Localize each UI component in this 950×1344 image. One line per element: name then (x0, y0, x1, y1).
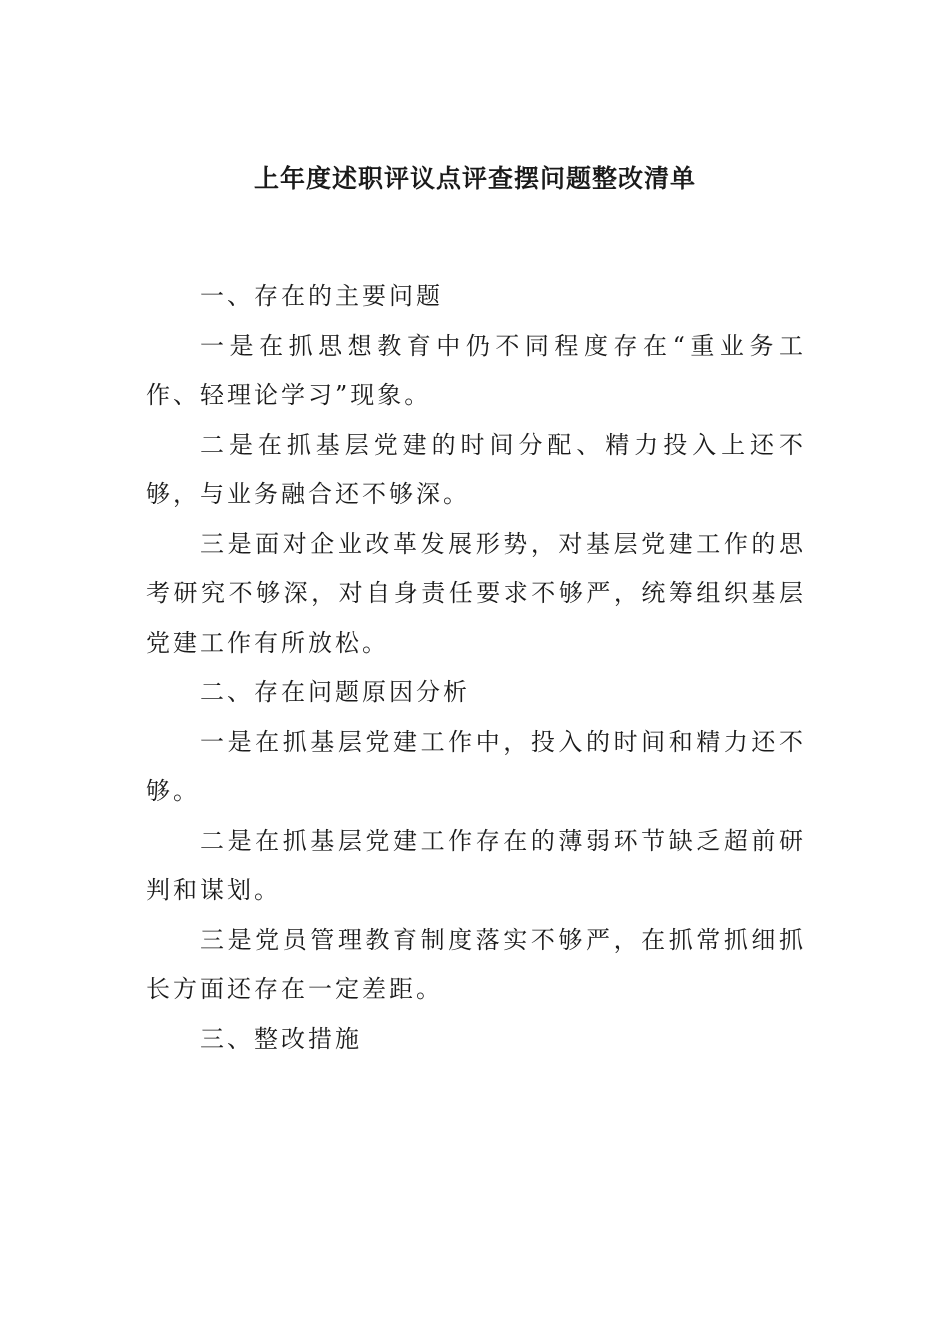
section-heading-problems: 一、存在的主要问题 (200, 282, 443, 310)
document-body (146, 272, 806, 1064)
problem-paragraph-1: 一是在抓思想教育中仍不同程度存在“重业务工作、轻理论学习”现象。 (146, 331, 806, 409)
section-heading-measures: 三、整改措施 (200, 1024, 362, 1053)
cause-paragraph-3: 三是党员管理教育制度落实不够严，在抓常抓细抓长方面还存在一定差距。 (146, 925, 806, 1003)
cause-paragraph-2: 二是在抓基层党建工作存在的薄弱环节缺乏超前研判和谋划。 (146, 826, 806, 904)
section-heading-causes: 二、存在问题原因分析 (200, 678, 470, 706)
problem-paragraph-3: 三是面对企业改革发展形势，对基层党建工作的思考研究不够深，对自身责任要求不够严，统筹组织基层党建工作有所放松。 (146, 529, 806, 657)
document-title: 上年度述职评议点评查摆问题整改清单 (253, 164, 696, 193)
cause-paragraph-1: 一是在抓基层党建工作中，投入的时间和精力还不够。 (146, 727, 806, 805)
problem-paragraph-2: 二是在抓基层党建的时间分配、精力投入上还不够，与业务融合还不够深。 (146, 430, 806, 508)
